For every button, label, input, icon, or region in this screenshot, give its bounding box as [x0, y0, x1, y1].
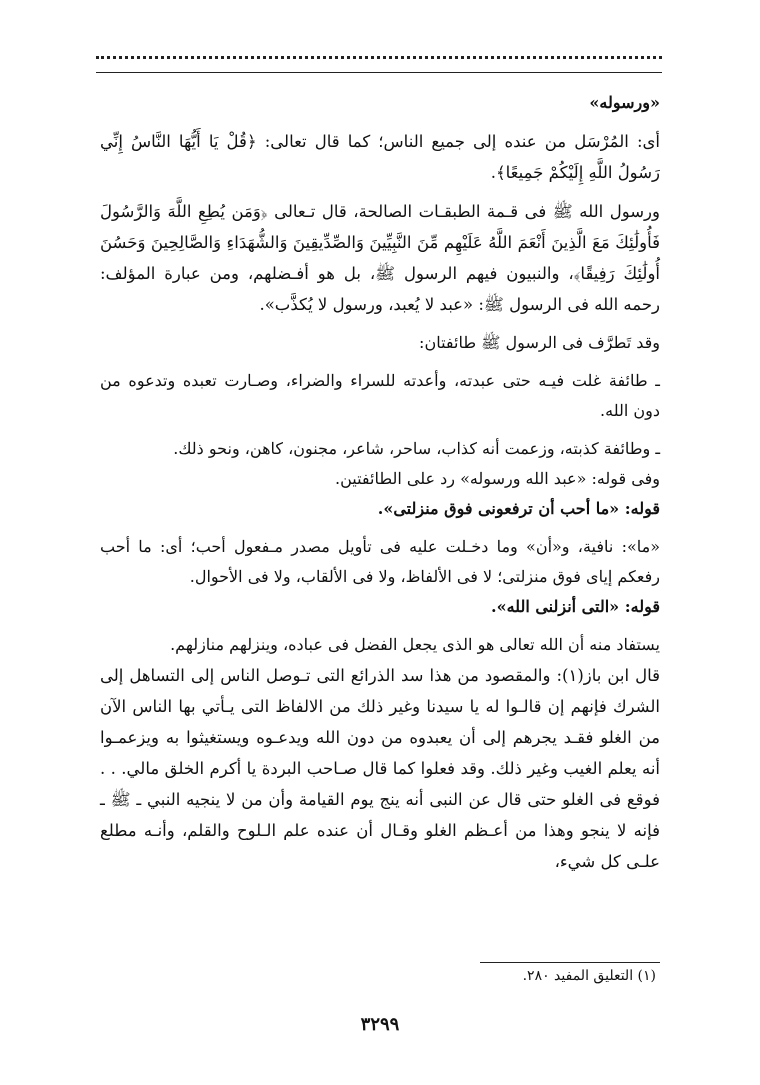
paragraph-8: «ما»: نافية، و«أن» وما دخـلت عليه فى تأويل مصدر مـفعول أحب؛ أى: ما أحب رفعكم إياى فوق منزلتى؛ لا فى الألفاظ، ولا فى الألقاب، ولا فى الأحوال. [100, 537, 660, 586]
paragraph-2: ورسول الله ﷺ فى قـمة الطبقـات الصالحة، قال تـعالى ﴿وَمَن يُطِعِ اللَّهَ وَالرَّسُولَ فَأُولَٰئِكَ مَعَ الَّذِينَ أَنْعَمَ اللَّهُ عَلَيْهِم مِّنَ النَّبِيِّينَ وَالصِّدِّيقِينَ وَالشُّهَدَاءِ وَالصَّالِحِينَ وَحَسُنَ أُولَٰئِكَ رَفِيقًا﴾، والنبيون فيهم الرسول ﷺ، بل هو أفـضلهم، ومن عبارة المؤلف: رحمه الله فى الرسول ﷺ: «عبد لا يُعبد، ورسول لا يُكذَّب». [100, 202, 660, 314]
paragraph-6: وفى قوله: «عبد الله ورسوله» رد على الطائفتين. [334, 469, 660, 488]
paragraph-3: وقد تَطرَّف فى الرسول ﷺ طائفتان: [419, 333, 660, 352]
paragraph-1: أى: المُرْسَل من عنده إلى جميع الناس؛ كما قال تعالى: ﴿قُلْ يَا أَيُّهَا النَّاسُ إِنِّي رَسُولُ اللَّهِ إِلَيْكُمْ جَمِيعًا﴾. [100, 132, 660, 182]
main-text [100, 88, 660, 877]
page-number: ٣٢٩٩ [360, 1014, 400, 1035]
paragraph-9: قوله: «التى أنزلنى الله». [491, 597, 660, 616]
paragraph-7: قوله: «ما أحب أن ترفعونى فوق منزلتى». [377, 499, 660, 518]
top-rule [96, 72, 662, 73]
paragraph-10: يستفاد منه أن الله تعالى هو الذى يجعل الفضل فى عباده، وينزلهم منازلهم. [170, 635, 660, 654]
paragraph-4: ـ طائفة غلت فيـه حتى عبدته، وأعدته للسراء والضراء، وصـارت تعبده وتدعوه من دون الله. [100, 371, 660, 420]
footnote: (١) التعليق المفيد ٢٨٠. [522, 968, 656, 984]
paragraph-11: قال ابن باز(١): والمقصود من هذا سد الذرائع التى تـوصل الناس إلى التساهل إلى الشرك فإنهم إن قالـوا له يا سيدنا وغير ذلك من الالفاظ التى يـأتي بها الناس الآن من الغلو فقـد يجرهم إلى أن يعبدوه من دون الله ويدعـوه ويستغيثوا به ويزعمـوا أنه يعلم الغيب وغير ذلك. وقد فعلوا كما قال صـاحب البردة يا أكرم الخلق مالي. . . فوقع فى الغلو حتى قال عن النبى أنه ينج يوم القيامة وأن من لا ينجيه النبي ـ ﷺ ـ فإنه لا ينجو وهذا من أعـظم الغلو وقـال أن عنده علم الـلوح والقلم، وأنـه مطلع علـى كل شيء، [100, 666, 661, 871]
section-heading: «ورسوله» [589, 93, 660, 112]
paragraph-5: ـ وطائفة كذبته، وزعمت أنه كذاب، ساحر، شاعر، مجنون، كاهن، ونحو ذلك. [173, 439, 660, 458]
dotted-separator [96, 56, 662, 59]
footnote-rule [480, 962, 660, 963]
